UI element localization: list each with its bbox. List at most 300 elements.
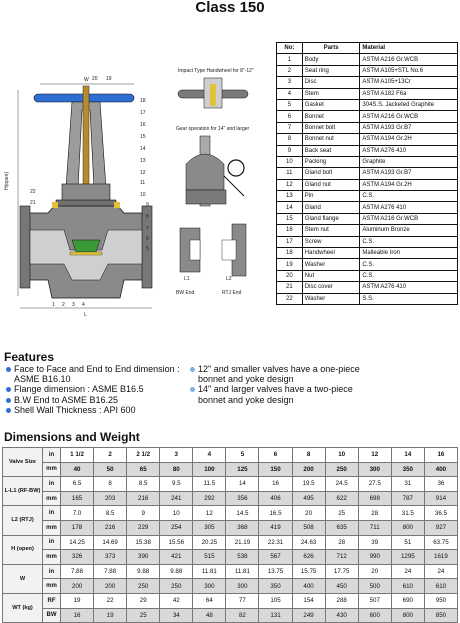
dim-value: 305 xyxy=(193,520,226,535)
parts-row xyxy=(277,179,458,190)
dim-value: 600 xyxy=(358,608,391,623)
dim-value: 21.19 xyxy=(226,535,259,550)
svg-text:17: 17 xyxy=(140,110,146,116)
svg-text:20: 20 xyxy=(92,76,98,82)
bw-end-detail xyxy=(176,228,200,296)
dim-value: 11.5 xyxy=(193,477,226,492)
size-in-cell: 6 xyxy=(259,448,292,463)
dim-unit: mm xyxy=(43,491,61,506)
part-name: Disc xyxy=(302,77,360,88)
parts-row xyxy=(277,191,458,202)
dimensions-heading: Dimensions and Weight xyxy=(4,430,140,444)
part-material: 304S.S. Jacketed Graphite xyxy=(360,99,458,110)
size-mm-cell: 350 xyxy=(391,462,424,477)
part-no: 5 xyxy=(277,99,303,110)
l2-label: L2 xyxy=(226,276,232,282)
unit-mm: mm xyxy=(43,462,61,477)
dim-value: 1619 xyxy=(424,550,457,565)
unit-in: in xyxy=(43,448,61,463)
dim-value: 495 xyxy=(292,491,325,506)
parts-row xyxy=(277,88,458,99)
dim-value: 14.5 xyxy=(226,506,259,521)
dim-unit: mm xyxy=(43,520,61,535)
part-material: ASTM A276 410 xyxy=(360,282,458,293)
dim-value: 6.5 xyxy=(61,477,94,492)
feature-item-cont: bonnet and yoke design xyxy=(198,374,294,385)
part-name: Screw xyxy=(302,236,360,247)
parts-row xyxy=(277,99,458,110)
parts-row xyxy=(277,202,458,213)
part-no: 15 xyxy=(277,213,303,224)
size-in-cell: 14 xyxy=(391,448,424,463)
l-label: L xyxy=(84,312,87,318)
part-name: Bonnet xyxy=(302,111,360,122)
parts-row xyxy=(277,134,458,145)
gear-caption: Gear operation for 14" and larger xyxy=(176,126,250,132)
dim-value: 7.88 xyxy=(61,564,94,579)
size-mm-cell: 300 xyxy=(358,462,391,477)
dim-value: 19 xyxy=(94,608,127,623)
dim-value: 626 xyxy=(292,550,325,565)
dim-row xyxy=(3,579,458,594)
dim-value: 712 xyxy=(325,550,358,565)
dim-value: 36.5 xyxy=(424,506,457,521)
part-name: Gland xyxy=(302,202,360,213)
feature-item: Shell Wall Thickness : API 600 xyxy=(6,405,186,415)
dim-value: 250 xyxy=(127,579,160,594)
part-material: ASTM A182 F6a xyxy=(360,88,458,99)
bullet-icon xyxy=(6,408,11,413)
dim-value: 690 xyxy=(391,593,424,608)
size-mm-row xyxy=(3,462,458,477)
size-mm-cell: 125 xyxy=(226,462,259,477)
part-name: Disc cover xyxy=(302,282,360,293)
dim-value: 507 xyxy=(358,593,391,608)
part-no: 17 xyxy=(277,236,303,247)
feature-item: Face to Face and End to End dimension : xyxy=(6,364,186,374)
part-material: ASTM A216 Gr.WCB xyxy=(360,111,458,122)
handwheel-detail xyxy=(178,68,254,108)
dim-value: 39 xyxy=(358,535,391,550)
dim-value: 154 xyxy=(292,593,325,608)
size-in-cell: 8 xyxy=(292,448,325,463)
part-no: 13 xyxy=(277,191,303,202)
part-name: Packing xyxy=(302,156,360,167)
svg-text:19: 19 xyxy=(106,76,112,82)
part-name: Stem nut xyxy=(302,225,360,236)
part-material: C.S. xyxy=(360,236,458,247)
size-in-cell: 1 1/2 xyxy=(61,448,94,463)
dim-value: 28 xyxy=(325,535,358,550)
dim-value: 254 xyxy=(160,520,193,535)
bw-end-label: BW End xyxy=(176,290,195,296)
dim-value: 300 xyxy=(193,579,226,594)
part-material: C.S. xyxy=(360,270,458,281)
dim-value: 927 xyxy=(424,520,457,535)
bullet-icon xyxy=(190,367,195,372)
dim-value: 22 xyxy=(94,593,127,608)
part-no: 19 xyxy=(277,259,303,270)
svg-text:6: 6 xyxy=(146,236,149,242)
part-no: 12 xyxy=(277,179,303,190)
l1-label: L1 xyxy=(184,276,190,282)
svg-text:3: 3 xyxy=(72,302,75,308)
dim-value: 711 xyxy=(358,520,391,535)
dim-value: 19 xyxy=(61,593,94,608)
valve-size-label: Valve Size xyxy=(3,448,43,477)
feature-item-cont: ASME B16.10 xyxy=(14,374,71,385)
dim-row xyxy=(3,564,458,579)
parts-row xyxy=(277,65,458,76)
svg-text:22: 22 xyxy=(30,189,36,195)
dim-value: 29 xyxy=(127,593,160,608)
dim-unit: in xyxy=(43,477,61,492)
dim-value: 350 xyxy=(259,579,292,594)
part-name: Body xyxy=(302,54,360,65)
part-name: Stem xyxy=(302,88,360,99)
part-no: 8 xyxy=(277,134,303,145)
svg-text:7: 7 xyxy=(146,226,149,232)
dim-value: 787 xyxy=(391,491,424,506)
h-label: H(open) xyxy=(4,171,10,190)
svg-text:2: 2 xyxy=(62,302,65,308)
svg-text:16: 16 xyxy=(140,122,146,128)
dim-value: 28 xyxy=(358,506,391,521)
parts-row xyxy=(277,282,458,293)
part-material: ASTM A105+13Cr xyxy=(360,77,458,88)
part-material: Graphite xyxy=(360,156,458,167)
dim-value: 9.88 xyxy=(127,564,160,579)
part-name: Gland bolt xyxy=(302,168,360,179)
parts-row xyxy=(277,156,458,167)
valve-section-drawing xyxy=(4,76,152,318)
part-no: 7 xyxy=(277,122,303,133)
size-mm-cell: 200 xyxy=(292,462,325,477)
dim-row xyxy=(3,593,458,608)
part-name: Seat ring xyxy=(302,65,360,76)
dim-value: 800 xyxy=(391,608,424,623)
parts-row xyxy=(277,77,458,88)
dim-value: 698 xyxy=(358,491,391,506)
size-mm-cell: 80 xyxy=(160,462,193,477)
dim-value: 538 xyxy=(226,550,259,565)
part-no: 22 xyxy=(277,293,303,304)
dim-value: 356 xyxy=(226,491,259,506)
part-material: ASTM A276 410 xyxy=(360,202,458,213)
part-material: Aluminum Bronze xyxy=(360,225,458,236)
dim-value: 12 xyxy=(193,506,226,521)
dim-value: 430 xyxy=(325,608,358,623)
feature-item: 14" and larger valves have a two-piece xyxy=(190,384,380,394)
dim-value: 9 xyxy=(127,506,160,521)
svg-text:21: 21 xyxy=(30,200,36,206)
part-material: ASTM A105+STL No.6 xyxy=(360,65,458,76)
dim-value: 17.75 xyxy=(325,564,358,579)
size-mm-cell: 40 xyxy=(61,462,94,477)
dim-row xyxy=(3,520,458,535)
part-no: 21 xyxy=(277,282,303,293)
dim-value: 610 xyxy=(424,579,457,594)
dim-value: 11.81 xyxy=(193,564,226,579)
dim-label: H (open) xyxy=(3,535,43,564)
dim-value: 16 xyxy=(259,477,292,492)
dim-unit: mm xyxy=(43,579,61,594)
bullet-icon xyxy=(6,367,11,372)
dim-value: 300 xyxy=(226,579,259,594)
svg-text:10: 10 xyxy=(140,192,146,198)
dim-value: 11.81 xyxy=(226,564,259,579)
part-material: ASTM A193 Gr.B7 xyxy=(360,168,458,179)
dim-value: 990 xyxy=(358,550,391,565)
parts-row xyxy=(277,293,458,304)
dim-value: 203 xyxy=(94,491,127,506)
dim-value: 34 xyxy=(160,608,193,623)
dim-value: 14 xyxy=(226,477,259,492)
dim-value: 15.38 xyxy=(127,535,160,550)
svg-text:1: 1 xyxy=(52,302,55,308)
size-in-cell: 4 xyxy=(193,448,226,463)
part-no: 1 xyxy=(277,54,303,65)
dim-label: L2 (RTJ) xyxy=(3,506,43,535)
parts-row xyxy=(277,213,458,224)
dim-value: 241 xyxy=(160,491,193,506)
part-no: 16 xyxy=(277,225,303,236)
dim-value: 19.5 xyxy=(292,477,325,492)
dim-value: 326 xyxy=(61,550,94,565)
parts-row xyxy=(277,145,458,156)
dim-row xyxy=(3,608,458,623)
size-in-cell: 3 xyxy=(160,448,193,463)
dim-value: 9.88 xyxy=(160,564,193,579)
parts-col-material: Material xyxy=(360,43,458,54)
dim-value: 77 xyxy=(226,593,259,608)
svg-text:12: 12 xyxy=(140,170,146,176)
dim-value: 20 xyxy=(292,506,325,521)
dim-value: 16.5 xyxy=(259,506,292,521)
dim-row xyxy=(3,506,458,521)
dim-value: 24 xyxy=(391,564,424,579)
dim-unit: in xyxy=(43,506,61,521)
dim-value: 36 xyxy=(424,477,457,492)
part-material: ASTM A216 Gr.WCB xyxy=(360,213,458,224)
dim-value: 31 xyxy=(391,477,424,492)
dim-value: 24 xyxy=(424,564,457,579)
parts-col-no: No: xyxy=(277,43,303,54)
part-name: Bonnet bolt xyxy=(302,122,360,133)
svg-text:18: 18 xyxy=(140,98,146,104)
dim-value: 7.88 xyxy=(94,564,127,579)
svg-text:15: 15 xyxy=(140,134,146,140)
parts-row xyxy=(277,111,458,122)
dim-row xyxy=(3,491,458,506)
dim-value: 390 xyxy=(127,550,160,565)
valve-drawing xyxy=(0,18,272,318)
dim-unit: mm xyxy=(43,550,61,565)
dim-value: 13.75 xyxy=(259,564,292,579)
parts-table xyxy=(276,42,458,305)
dim-value: 1295 xyxy=(391,550,424,565)
size-mm-cell: 65 xyxy=(127,462,160,477)
part-name: Nut xyxy=(302,270,360,281)
parts-row xyxy=(277,259,458,270)
dim-row xyxy=(3,535,458,550)
page-title: Class 150 xyxy=(195,0,265,16)
parts-row xyxy=(277,168,458,179)
dim-value: 165 xyxy=(61,491,94,506)
dim-value: 800 xyxy=(391,520,424,535)
size-in-cell: 2 1/2 xyxy=(127,448,160,463)
dim-value: 914 xyxy=(424,491,457,506)
part-no: 14 xyxy=(277,202,303,213)
dim-value: 622 xyxy=(325,491,358,506)
parts-row xyxy=(277,225,458,236)
part-no: 9 xyxy=(277,145,303,156)
dim-unit: in xyxy=(43,535,61,550)
dimensions-table xyxy=(2,447,458,623)
feature-item: 12" and smaller valves have a one-piece xyxy=(190,364,380,374)
part-material: ASTM A194 Gr.2H xyxy=(360,134,458,145)
svg-text:9: 9 xyxy=(146,202,149,208)
svg-text:11: 11 xyxy=(140,180,146,186)
dim-unit: RF xyxy=(43,593,61,608)
dim-value: 567 xyxy=(259,550,292,565)
size-in-cell: 16 xyxy=(424,448,457,463)
dim-value: 249 xyxy=(292,608,325,623)
size-in-cell: 5 xyxy=(226,448,259,463)
dim-value: 105 xyxy=(259,593,292,608)
dim-value: 178 xyxy=(61,520,94,535)
dim-value: 25 xyxy=(127,608,160,623)
dim-row xyxy=(3,550,458,565)
dim-value: 24.63 xyxy=(292,535,325,550)
dim-value: 14.25 xyxy=(61,535,94,550)
dim-label: WT (kg) xyxy=(3,593,43,622)
dim-value: 368 xyxy=(226,520,259,535)
part-no: 11 xyxy=(277,168,303,179)
parts-row xyxy=(277,248,458,259)
dim-value: 14.69 xyxy=(94,535,127,550)
part-name: Washer xyxy=(302,259,360,270)
dim-value: 250 xyxy=(160,579,193,594)
feature-item-cont: bonnet and yoke design xyxy=(198,394,294,405)
part-material: ASTM A193 Gr.B7 xyxy=(360,122,458,133)
dim-value: 500 xyxy=(358,579,391,594)
part-no: 18 xyxy=(277,248,303,259)
dim-value: 16 xyxy=(61,608,94,623)
dim-value: 450 xyxy=(325,579,358,594)
parts-row xyxy=(277,54,458,65)
parts-row xyxy=(277,270,458,281)
dim-value: 216 xyxy=(127,491,160,506)
dim-value: 8.5 xyxy=(127,477,160,492)
dim-value: 27.5 xyxy=(358,477,391,492)
size-mm-cell: 150 xyxy=(259,462,292,477)
bullet-icon xyxy=(6,387,11,392)
dim-value: 63.75 xyxy=(424,535,457,550)
dim-value: 406 xyxy=(259,491,292,506)
part-name: Washer xyxy=(302,293,360,304)
svg-text:14: 14 xyxy=(140,146,146,152)
bullet-icon xyxy=(6,398,11,403)
dim-value: 7.0 xyxy=(61,506,94,521)
dim-unit: in xyxy=(43,564,61,579)
part-name: Pin xyxy=(302,191,360,202)
feature-item: B.W End to ASME B16.25 xyxy=(6,395,186,405)
dim-value: 200 xyxy=(94,579,127,594)
part-name: Back seat xyxy=(302,145,360,156)
dim-label: L-L1 (RF-BW) xyxy=(3,477,43,506)
dim-value: 8 xyxy=(94,477,127,492)
dim-value: 10 xyxy=(160,506,193,521)
part-material: S.S. xyxy=(360,293,458,304)
dim-value: 48 xyxy=(193,608,226,623)
svg-text:13: 13 xyxy=(140,158,146,164)
dim-value: 373 xyxy=(94,550,127,565)
dim-value: 15.75 xyxy=(292,564,325,579)
dim-value: 421 xyxy=(160,550,193,565)
size-in-cell: 10 xyxy=(325,448,358,463)
dim-value: 515 xyxy=(193,550,226,565)
dim-value: 20.25 xyxy=(193,535,226,550)
dim-label: W xyxy=(3,564,43,593)
size-mm-cell: 100 xyxy=(193,462,226,477)
dim-value: 20 xyxy=(358,564,391,579)
dim-value: 400 xyxy=(292,579,325,594)
parts-col-parts: Parts xyxy=(302,43,360,54)
dim-value: 292 xyxy=(193,491,226,506)
size-mm-cell: 50 xyxy=(94,462,127,477)
dim-value: 31.5 xyxy=(391,506,424,521)
part-material: ASTM A194 Gr.2H xyxy=(360,179,458,190)
part-material: ASTM A216 Gr.WCB xyxy=(360,54,458,65)
dim-value: 64 xyxy=(193,593,226,608)
part-no: 2 xyxy=(277,65,303,76)
w-label: W xyxy=(84,77,89,83)
dim-value: 200 xyxy=(61,579,94,594)
size-in-cell: 12 xyxy=(358,448,391,463)
dim-value: 216 xyxy=(94,520,127,535)
svg-text:5: 5 xyxy=(146,246,149,252)
part-name: Bonnet nut xyxy=(302,134,360,145)
bullet-icon xyxy=(190,387,195,392)
features-heading: Features xyxy=(4,350,55,364)
dim-value: 635 xyxy=(325,520,358,535)
dim-value: 288 xyxy=(325,593,358,608)
parts-row xyxy=(277,122,458,133)
dim-value: 15.56 xyxy=(160,535,193,550)
part-material: C.S. xyxy=(360,191,458,202)
dim-value: 22.31 xyxy=(259,535,292,550)
part-no: 10 xyxy=(277,156,303,167)
part-no: 4 xyxy=(277,88,303,99)
dim-value: 419 xyxy=(259,520,292,535)
part-name: Gland flange xyxy=(302,213,360,224)
dim-value: 850 xyxy=(424,608,457,623)
dim-value: 229 xyxy=(127,520,160,535)
svg-text:4: 4 xyxy=(82,302,85,308)
dim-value: 25 xyxy=(325,506,358,521)
dim-value: 42 xyxy=(160,593,193,608)
rtj-end-label: RTJ End xyxy=(222,290,242,296)
parts-header-row xyxy=(277,43,458,54)
gear-operation-detail xyxy=(176,126,250,206)
part-material: Malleable Iron xyxy=(360,248,458,259)
size-mm-cell: 400 xyxy=(424,462,457,477)
dim-value: 9.5 xyxy=(160,477,193,492)
parts-row xyxy=(277,236,458,247)
size-mm-cell: 250 xyxy=(325,462,358,477)
dim-value: 24.5 xyxy=(325,477,358,492)
